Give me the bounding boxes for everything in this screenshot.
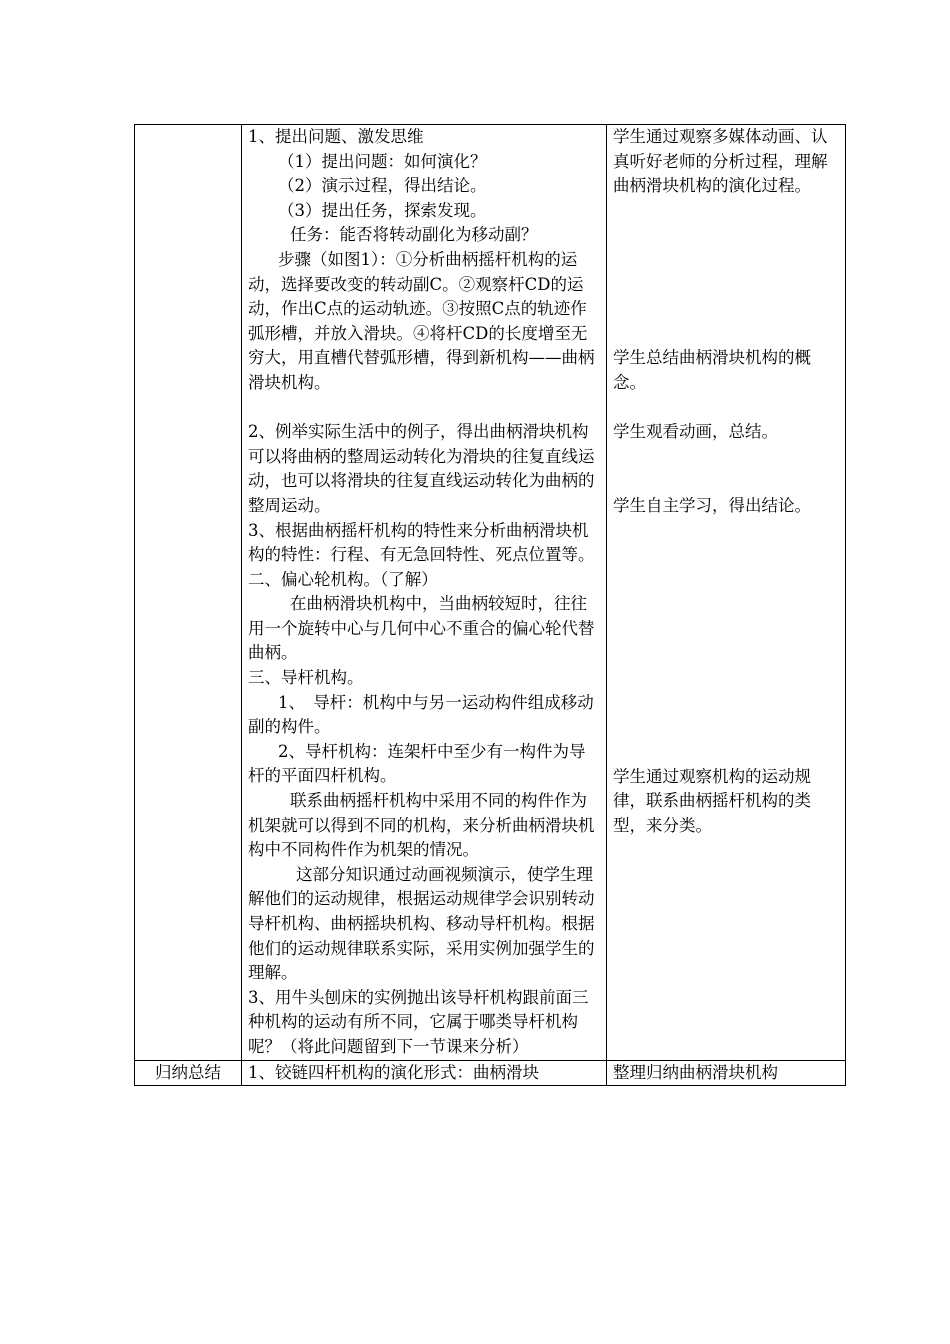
student-note: 学生总结曲柄滑块机构的概念。 [613,348,811,392]
content-paragraph: 这部分知识通过动画视频演示，使学生理解他们的运动规律，根据运动规律学会识别转动导杆机构、曲柄摇块机构、移动导杆机构。根据他们的运动规律联系实际，采用实例加强学生的理解。 [248,864,595,983]
student-note: 学生通过观察机构的运动规律，联系曲柄摇杆机构的类型，来分类。 [613,766,811,835]
content-paragraph: 任务：能否将转动副化为移动副？ [290,225,538,245]
summary-content: 1、铰链四杆机构的演化形式：曲柄滑块 [242,1060,607,1086]
summary-note: 整理归纳曲柄滑块机构 [607,1060,846,1086]
content-paragraph: 1、 导杆：机构中与另一运动构件组成移动副的构件。 [248,692,594,737]
content-paragraph: 步骤（如图1）：①分析曲柄摇杆机构的运动，选择要改变的转动副C。②观察杆CD的运动，作出C点的运动轨迹。③按照C点的轨迹作弧形槽，并放入滑块。④将杆CD的长度增至无穷大，用直槽代替弧形槽，得到新机构——曲柄滑块机构。 [248,249,595,392]
content-paragraph: 在曲柄滑块机构中，当曲柄较短时，往往用一个旋转中心与几何中心不重合的偏心轮代替曲柄。 [248,594,595,663]
student-note: 学生观看动画，总结。 [613,422,778,442]
summary-label: 归纳总结 [135,1060,242,1086]
student-note: 学生通过观察多媒体动画、认真听好老师的分析过程，理解曲柄滑块机构的演化过程。 [613,127,828,196]
content-paragraph: 2、例举实际生活中的例子，得出曲柄滑块机构可以将曲柄的整周运动转化为滑块的往复直线运动，也可以将滑块的往复直线运动转化为曲柄的整周运动。 [248,422,595,515]
content-paragraph: 3、根据曲柄摇杆机构的特性来分析曲柄滑块机构的特性：行程、有无急回特性、死点位置等。 [248,520,595,565]
content-paragraph: （3）提出任务，探索发现。 [278,200,487,220]
content-paragraph: 3、用牛头刨床的实例抛出该导杆机构跟前面三种机构的运动有所不同，它属于哪类导杆机构呢？（将此问题留到下一节课来分析） [248,987,589,1056]
content-paragraph: 联系曲柄摇杆机构中采用不同的构件作为机架就可以得到不同的机构，来分析曲柄滑块机构中不同构件作为机架的情况。 [248,791,595,860]
teaching-process-row [135,125,846,1061]
stage-label-cell [135,125,242,1061]
content-paragraph: 三、导杆机构。 [248,668,364,688]
content-paragraph: （2）演示过程，得出结论。 [278,176,487,196]
summary-row [135,1060,846,1086]
content-paragraph: （1）提出问题：如何演化？ [278,151,487,171]
content-paragraph: 1、提出问题、激发思维 [248,127,424,146]
content-paragraph: 二、偏心轮机构。（了解） [248,569,438,589]
lesson-plan-table [134,124,846,1086]
student-note: 学生自主学习，得出结论。 [613,495,811,515]
content-paragraph [248,396,600,421]
student-activity-cell [607,125,846,1061]
teacher-activity-cell [242,125,607,1061]
content-paragraph: 2、导杆机构：连架杆中至少有一构件为导杆的平面四杆机构。 [248,741,586,786]
